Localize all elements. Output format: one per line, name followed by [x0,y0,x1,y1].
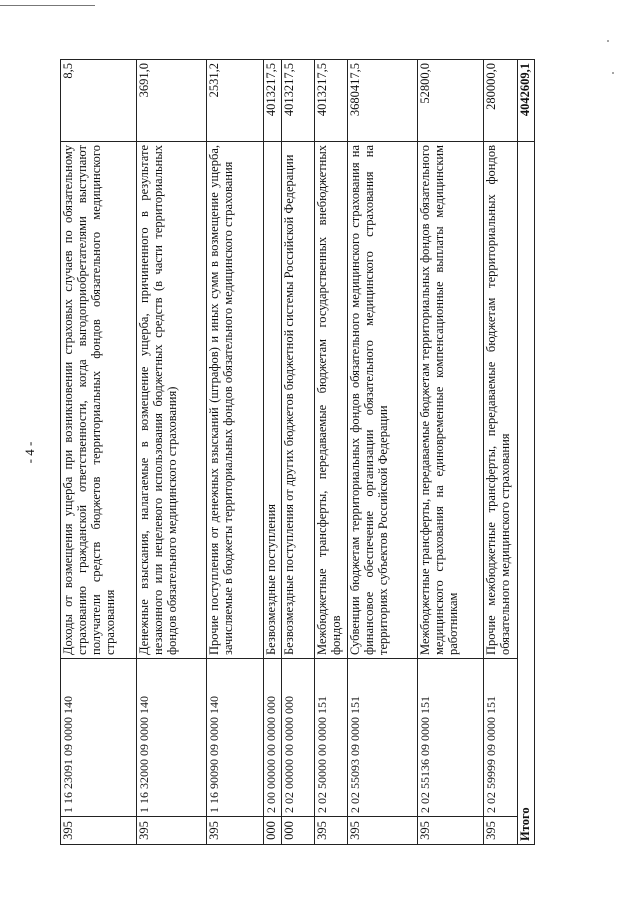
table-row [484,60,518,845]
amount-cell: 4013217,5 [282,60,315,142]
admin-code-cell: 395 [315,817,348,845]
table-row [348,60,418,845]
page-number: - 4 - [22,441,37,464]
table-row [315,60,348,845]
amount-cell: 3680417,5 [348,60,418,142]
admin-code-cell: 395 [61,817,137,845]
budget-code-cell: 1 16 90090 09 0000 140 [207,659,264,817]
budget-code-cell: 2 02 55136 09 0000 151 [418,659,484,817]
amount-cell: 4013217,5 [264,60,282,142]
admin-code-cell: 000 [282,817,315,845]
budget-code-cell: 2 02 59999 09 0000 151 [484,659,518,817]
table-row [282,60,315,845]
description-cell: Субвенции бюджетам территориальных фондов обязательного медицинского страхования на финансовое обеспечение организации обязательного медицинского страхования на территориях субъектов Российской Федерации [348,142,418,659]
scan-speck [612,72,614,74]
admin-code-cell: 395 [418,817,484,845]
total-label: Итого [518,142,535,845]
budget-code-cell: 2 00 00000 00 0000 000 [264,659,282,817]
admin-code-cell: 000 [264,817,282,845]
total-row [518,60,535,845]
description-cell: Безвозмездные поступления [264,142,282,659]
description-cell: Межбюджетные трансферты, передаваемые бюджетам государственных внебюджетных фондов [315,142,348,659]
amount-cell: 2531,2 [207,60,264,142]
amount-cell: 280000,0 [484,60,518,142]
revenue-table [60,59,535,845]
admin-code-cell: 395 [207,817,264,845]
amount-cell: 8,5 [61,60,137,142]
table-row [207,60,264,845]
budget-code-cell: 2 02 55093 09 0000 151 [348,659,418,817]
admin-code-cell: 395 [348,817,418,845]
admin-code-cell: 395 [484,817,518,845]
description-cell: Денежные взыскания, налагаемые в возмещение ущерба, причиненного в результате незаконного или нецелевого использования бюджетных средств (в части территориальных фондов обязательного медицинского страхования) [137,142,207,659]
table-row [137,60,207,845]
budget-code-cell: 1 16 32000 09 0000 140 [137,659,207,817]
description-cell: Доходы от возмещения ущерба при возникновении страховых случаев по обязательному страхованию гражданской ответственности, когда выгодоприобретателями выступают получатели средств бюджетов территориальных фондов обязательного медицинского страхования [61,142,137,659]
admin-code-cell: 395 [137,817,207,845]
scan-speck [607,40,609,42]
description-cell: Прочие поступления от денежных взысканий (штрафов) и иных сумм в возмещение ущерба, зачисляемые в бюджеты территориальных фондов обязательного медицинского страхования [207,142,264,659]
rotated-page-content [22,60,532,845]
amount-cell: 52800,0 [418,60,484,142]
table-row [264,60,282,845]
total-amount: 4042609,1 [518,60,535,142]
table-row [418,60,484,845]
amount-cell: 4013217,5 [315,60,348,142]
budget-code-cell: 2 02 50000 00 0000 151 [315,659,348,817]
amount-cell: 3691,0 [137,60,207,142]
description-cell: Межбюджетные трансферты, передаваемые бюджетам территориальных фондов обязательного медицинского страхования на единовременные компенсационные выплаты медицинским работникам [418,142,484,659]
description-cell: Прочие межбюджетные трансферты, передаваемые бюджетам территориальных фондов обязательного медицинского страхования [484,142,518,659]
description-cell: Безвозмездные поступления от других бюджетов бюджетной системы Российской Федерации [282,142,315,659]
table-row [61,60,137,845]
budget-code-cell: 2 02 00000 00 0000 000 [282,659,315,817]
scan-artifact-line [0,5,95,6]
budget-code-cell: 1 16 23091 09 0000 140 [61,659,137,817]
